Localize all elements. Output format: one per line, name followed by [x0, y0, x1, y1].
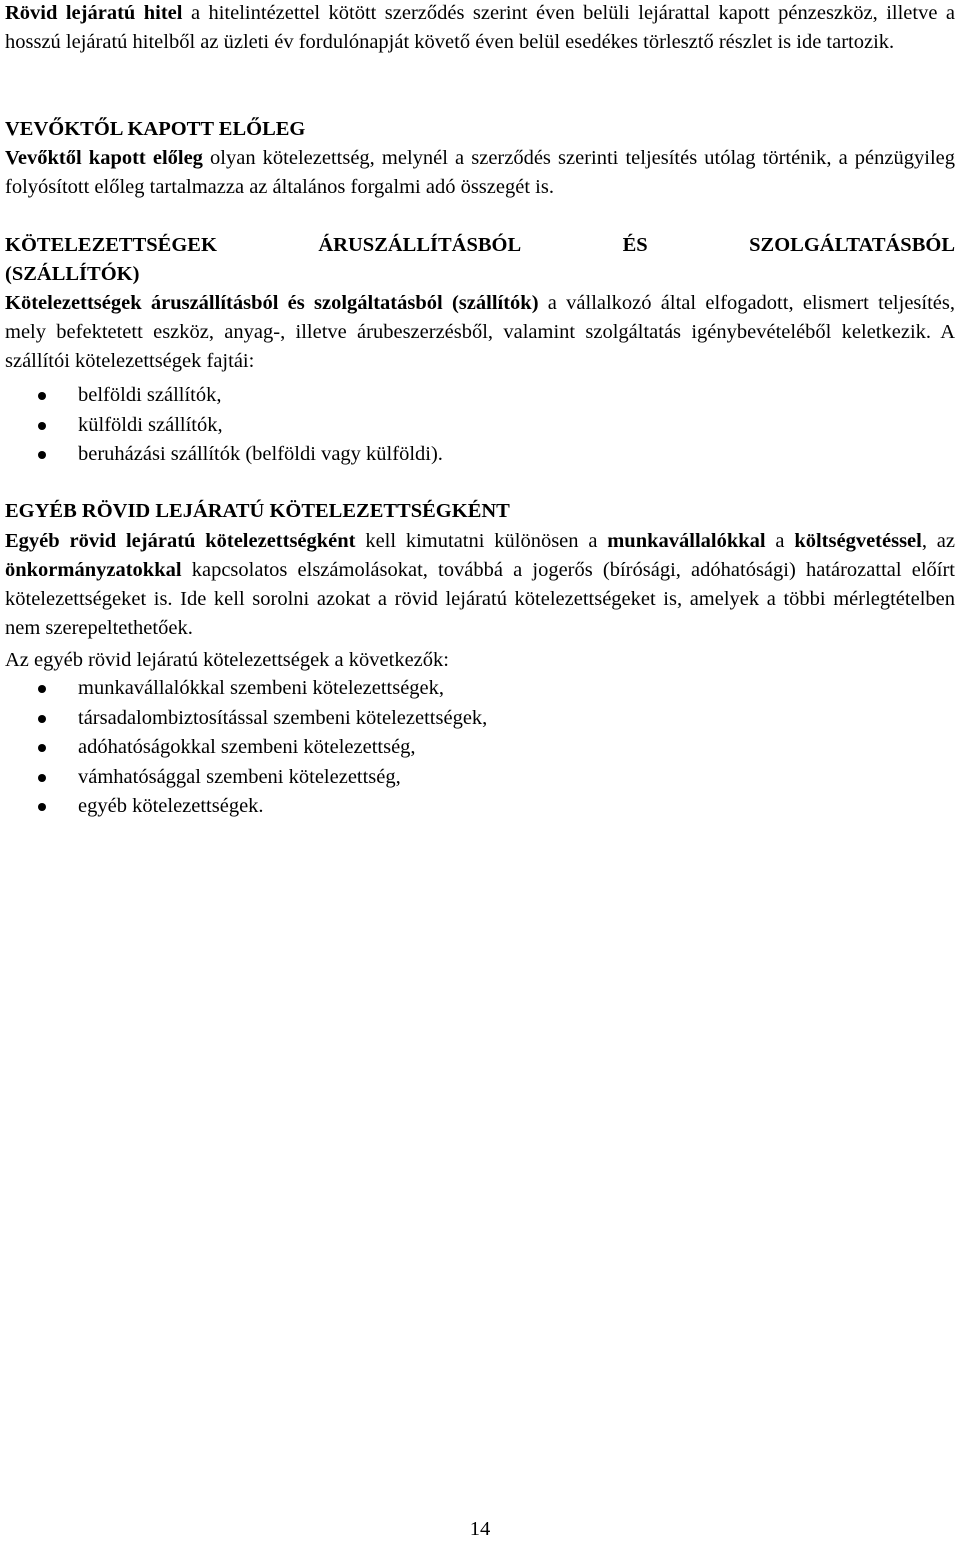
suppliers-paragraph	[5, 289, 955, 376]
advance-received-term: Vevőktől kapott előleg	[5, 147, 203, 169]
other-liabilities-text-4: kapcsolatos elszámolásokat, továbbá a jogerős (bírósági, adóhatósági) határozattal előírt kötelezettségeket is. Ide kell sorolni azokat a rövid lejáratú kötelezettségeket is, amelyek a többi mérlegtételben nem szerepeltethetőek.	[5, 559, 955, 639]
suppliers-heading-word-3: ÉS	[622, 234, 648, 256]
list-item	[5, 411, 955, 441]
list-item-text: társadalombiztosítással szembeni kötelezettségek,	[78, 706, 488, 729]
other-liabilities-bold-3: önkormányzatokkal	[5, 559, 182, 581]
bullet-icon	[38, 774, 46, 782]
list-item	[5, 440, 955, 470]
list-item-text: beruházási szállítók (belföldi vagy külföldi).	[78, 443, 443, 465]
list-item-text: egyéb kötelezettségek.	[78, 795, 264, 817]
bullet-icon	[38, 803, 46, 811]
other-liabilities-paragraph	[5, 527, 955, 643]
page-number: 14	[469, 1518, 491, 1540]
other-liabilities-intro: Az egyéb rövid lejáratú kötelezettségek a következők:	[5, 649, 449, 671]
other-liabilities-text-1: kell kimutatni különösen a	[355, 530, 608, 552]
other-liabilities-bold-2: költségvetéssel	[794, 530, 922, 552]
bullet-icon	[38, 715, 46, 723]
suppliers-heading-word-1: KÖTELEZETTSÉGEK	[5, 234, 217, 256]
other-liabilities-text-2: a	[765, 530, 795, 552]
other-liabilities-term: Egyéb rövid lejáratú kötelezettségként	[5, 530, 356, 552]
suppliers-heading-line-2: (SZÁLLÍTÓK)	[5, 263, 140, 285]
other-liabilities-text-3: , az	[921, 530, 955, 552]
advance-received-heading: VEVŐKTŐL KAPOTT ELŐLEG	[5, 118, 306, 140]
list-item	[5, 792, 955, 822]
short-term-loan-definition: a hitelintézettel kötött szerződés szerint éven belüli lejárattal kapott pénzeszköz, illetve a hosszú lejáratú hitelből az üzleti év fordulónapját követő éven belül esedékes törlesztő részlet is ide tartozik.	[5, 2, 955, 53]
bullet-icon	[38, 744, 46, 752]
bullet-icon	[38, 422, 46, 430]
suppliers-heading	[5, 231, 955, 260]
suppliers-heading-word-2: ÁRUSZÁLLÍTÁSBÓL	[318, 234, 522, 256]
short-term-loan-paragraph	[5, 0, 955, 57]
suppliers-heading-word-4: SZOLGÁLTATÁSBÓL	[749, 234, 955, 256]
list-item-text: vámhatósággal szembeni kötelezettség,	[78, 765, 401, 788]
list-item	[5, 381, 955, 411]
other-liabilities-heading: EGYÉB RÖVID LEJÁRATÚ KÖTELEZETTSÉGKÉNT	[5, 500, 510, 522]
bullet-icon	[38, 392, 46, 400]
list-item-text: külföldi szállítók,	[78, 413, 223, 436]
bullet-icon	[38, 685, 46, 693]
advance-received-definition: olyan kötelezettség, melynél a szerződés szerinti teljesítés utólag történik, a pénzügyileg folyósított előleg tartalmazza az általános forgalmi adó összegét is.	[5, 147, 955, 198]
short-term-loan-term: Rövid lejáratú hitel	[5, 2, 183, 24]
other-liabilities-bold-1: munkavállalókkal	[607, 530, 766, 552]
list-item	[5, 763, 955, 793]
suppliers-definition: a vállalkozó által elfogadott, elismert teljesítés, mely befektetett eszköz, anyag-, illetve árubeszerzésből, valamint szolgáltatás igénybevételéből keletkezik. A szállítói kötelezettségek fajtái:	[5, 292, 955, 372]
list-item	[5, 674, 955, 704]
list-item-text: munkavállalókkal szembeni kötelezettségek,	[78, 677, 445, 699]
list-item-text: adóhatóságokkal szembeni kötelezettség,	[78, 736, 416, 758]
supplier-types-list	[5, 381, 955, 470]
list-item	[5, 704, 955, 734]
suppliers-term: Kötelezettségek áruszállításból és szolgáltatásból (szállítók)	[5, 292, 539, 314]
other-liabilities-list	[5, 674, 955, 822]
list-item	[5, 733, 955, 763]
advance-received-paragraph	[5, 144, 955, 202]
bullet-icon	[38, 451, 46, 459]
list-item-text: belföldi szállítók,	[78, 384, 222, 406]
